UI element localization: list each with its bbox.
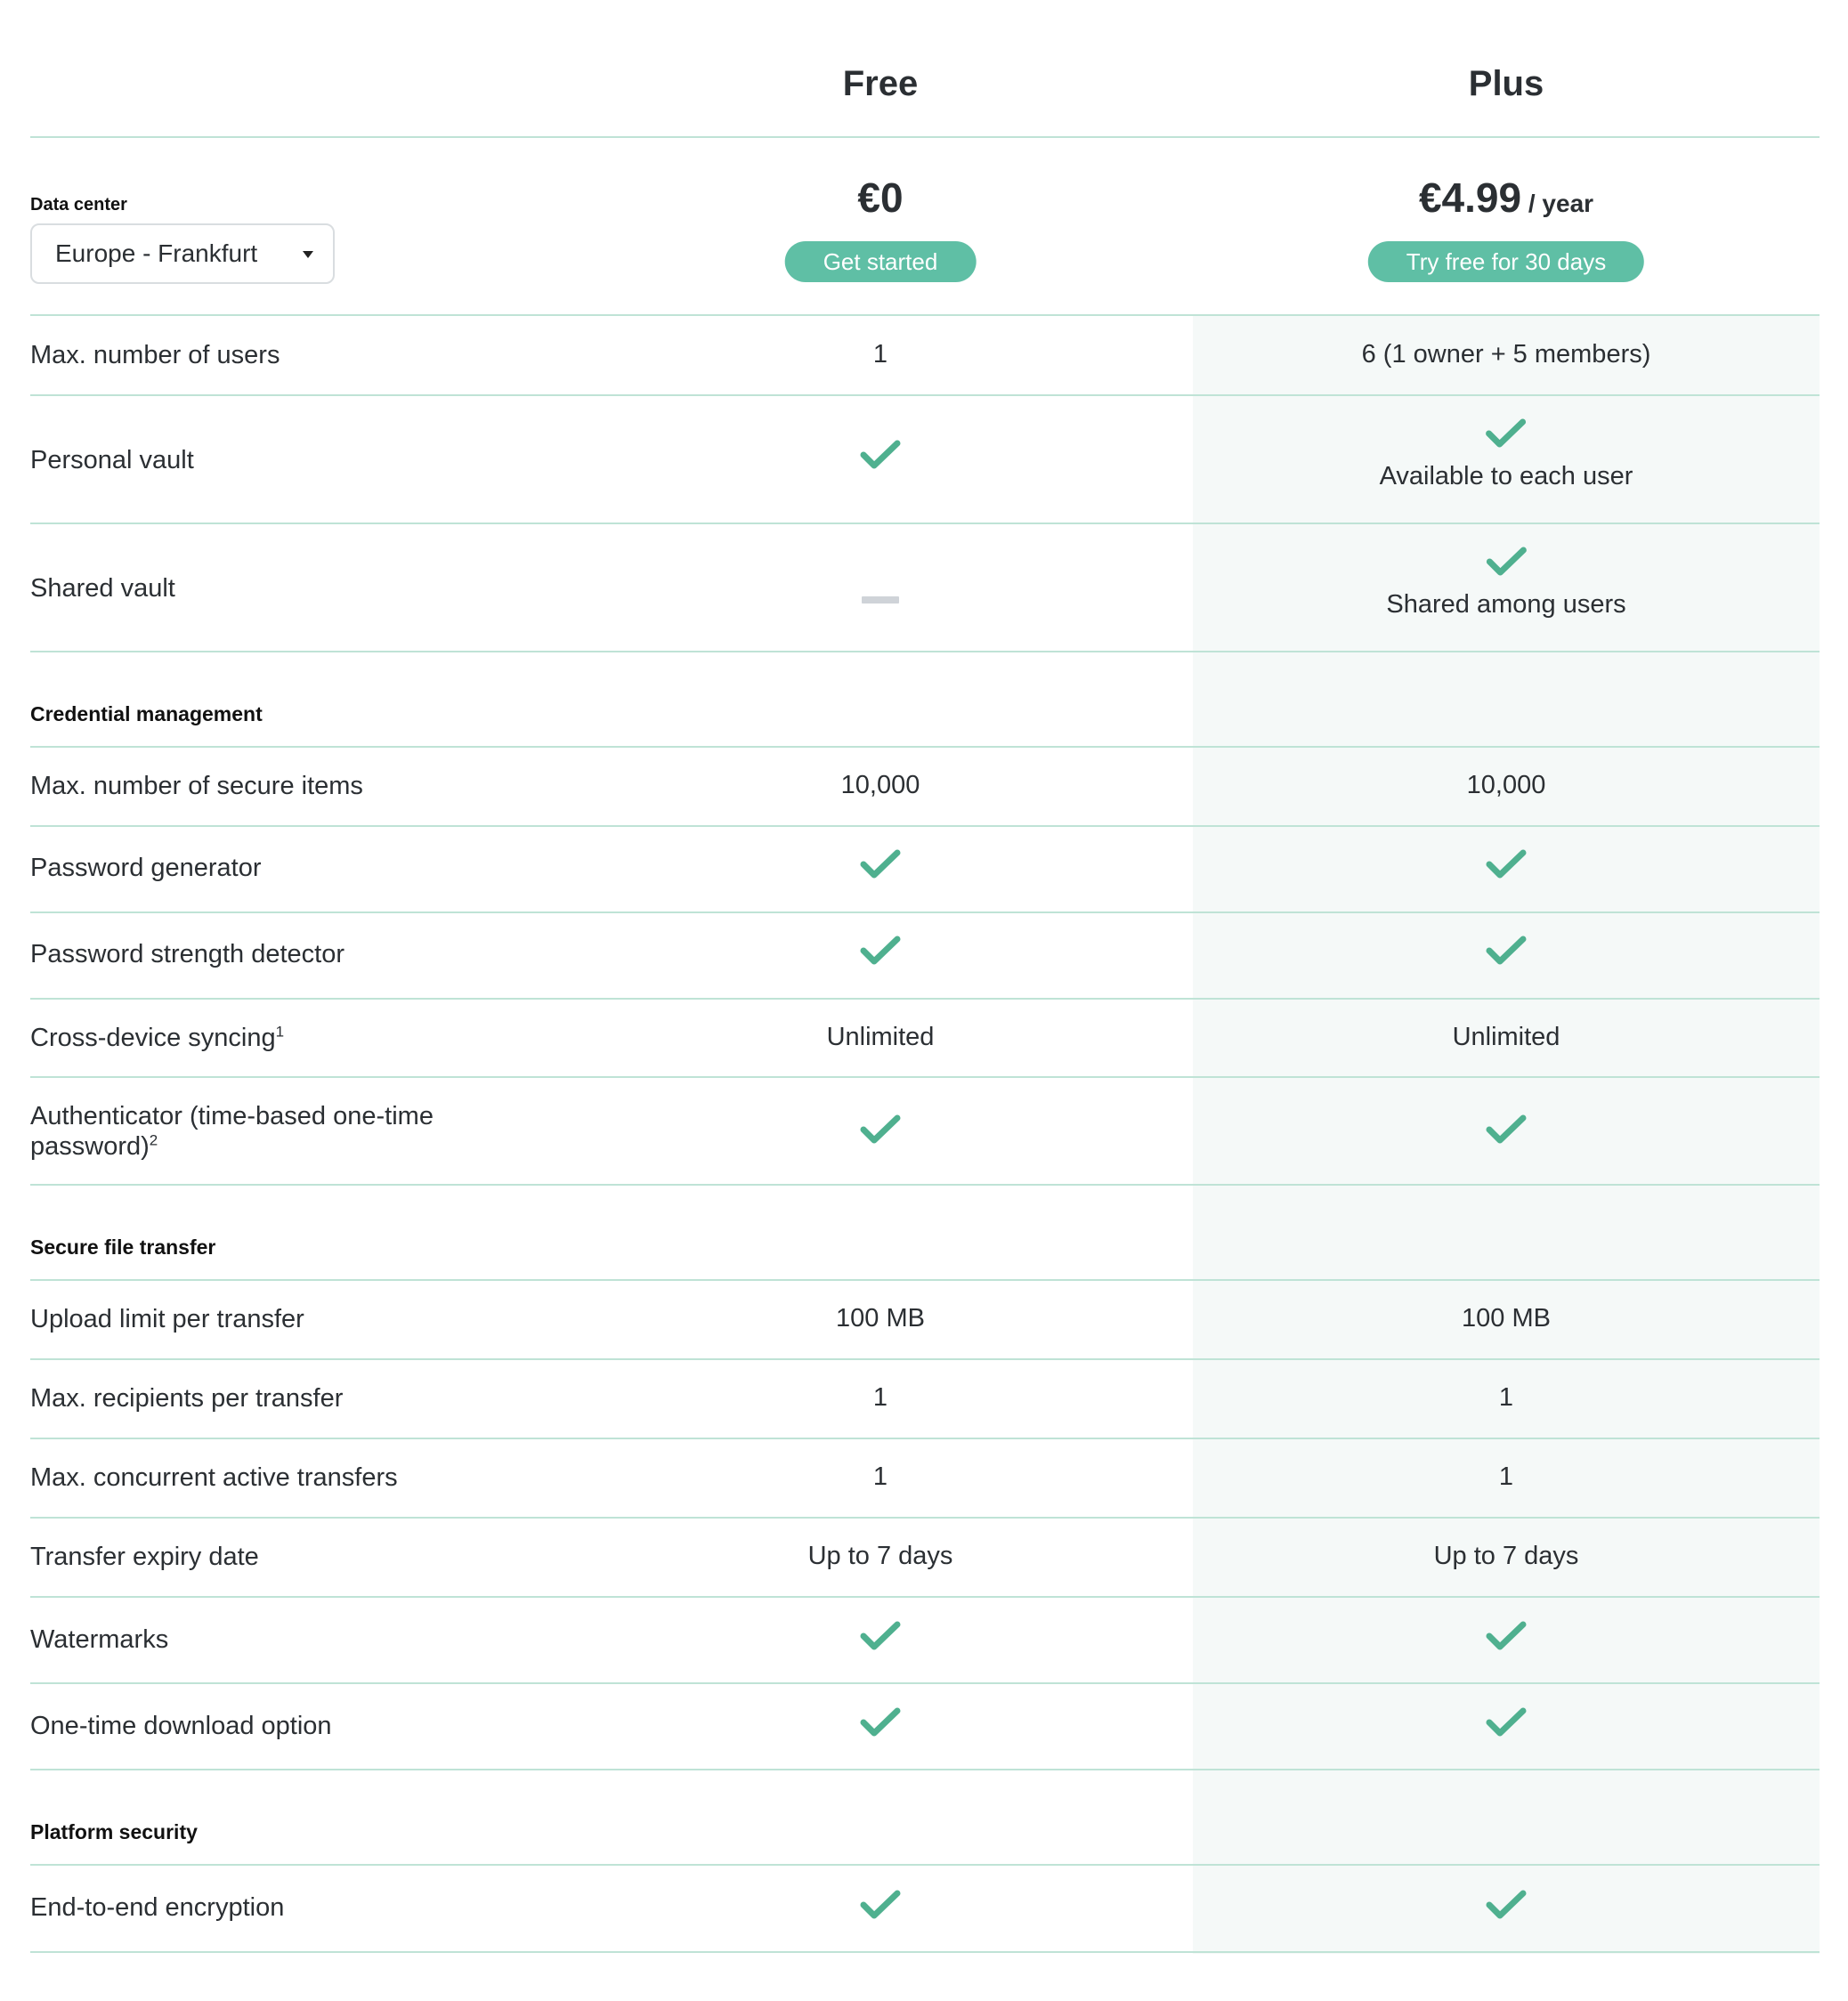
row-label: End-to-end encryption [30, 1893, 285, 1922]
table-row [30, 1281, 1820, 1360]
free-value [860, 848, 901, 887]
section-header-file-transfer [30, 1186, 1820, 1281]
row-label [30, 1101, 434, 1162]
plus-value: 1 [1498, 1462, 1514, 1491]
free-value: 1 [872, 1383, 888, 1412]
checkmark-icon [860, 1620, 901, 1652]
section-title: Secure file transfer [30, 1235, 216, 1259]
table-row [30, 1000, 1820, 1078]
table-row [30, 396, 1820, 524]
table-row [30, 1360, 1820, 1439]
row-label: Password generator [30, 854, 262, 882]
data-center-select[interactable] [30, 223, 335, 284]
dash-icon [862, 596, 899, 604]
free-value: 1 [872, 1462, 888, 1491]
row-label: Password strength detector [30, 940, 345, 968]
free-value [860, 1706, 901, 1746]
checkmark-icon [860, 1889, 901, 1921]
plus-value [1486, 1620, 1527, 1659]
section-header-platform-security [30, 1770, 1820, 1866]
checkmark-icon [860, 439, 901, 471]
checkmark-icon [1486, 1889, 1527, 1921]
checkmark-icon [1486, 546, 1527, 578]
row-label: Transfer expiry date [30, 1543, 259, 1571]
free-plan-title: Free [842, 64, 919, 103]
row-label: Shared vault [30, 574, 175, 603]
free-value: 1 [872, 340, 888, 369]
row-label: Max. number of secure items [30, 772, 363, 800]
checkmark-icon [1486, 848, 1527, 880]
table-row [30, 913, 1820, 1000]
table-row [30, 1598, 1820, 1684]
footnote-2: 2 [149, 1131, 158, 1149]
plus-value: Unlimited [1452, 1023, 1560, 1051]
checkmark-icon [860, 1706, 901, 1738]
row-label: Max. concurrent active transfers [30, 1463, 398, 1492]
get-started-button[interactable]: Get started [785, 241, 977, 282]
footnote-1: 1 [275, 1023, 285, 1041]
row-label-text: Cross-device syncing [30, 1024, 276, 1052]
free-value [860, 439, 901, 478]
plus-value [1386, 546, 1625, 620]
pricing-row [30, 138, 1820, 316]
checkmark-icon [860, 935, 901, 967]
plus-value: 1 [1498, 1383, 1514, 1412]
plan-comparison-table [30, 0, 1820, 1953]
plus-value: 100 MB [1462, 1304, 1551, 1333]
free-value [860, 1889, 901, 1928]
plus-note: Shared among users [1386, 590, 1626, 619]
plus-note: Available to each user [1379, 462, 1633, 490]
plus-price-period: / year [1521, 190, 1594, 217]
plus-value [1486, 1889, 1527, 1928]
plus-value [1486, 1114, 1527, 1153]
data-center-value: Europe - Frankfurt [55, 239, 258, 267]
free-price [857, 174, 903, 222]
table-row [30, 524, 1820, 652]
row-label-line2: password) [30, 1132, 150, 1161]
row-label: One-time download option [30, 1712, 332, 1740]
checkmark-icon [1486, 935, 1527, 967]
table-row [30, 1684, 1820, 1770]
plus-value [1486, 1706, 1527, 1746]
free-value: Unlimited [826, 1023, 935, 1051]
free-value: 100 MB [836, 1304, 925, 1333]
plus-value: 6 (1 owner + 5 members) [1361, 340, 1651, 369]
checkmark-icon [1486, 1706, 1527, 1738]
free-value: Up to 7 days [807, 1542, 953, 1570]
section-header-credential [30, 652, 1820, 748]
plus-price [1419, 174, 1593, 222]
plus-value [1380, 417, 1633, 491]
caret-down-icon [303, 251, 313, 258]
row-label: Watermarks [30, 1625, 169, 1654]
table-row [30, 316, 1820, 396]
free-value [860, 935, 901, 974]
plus-plan-title: Plus [1468, 64, 1544, 103]
free-value [862, 581, 899, 611]
plus-value: 10,000 [1466, 771, 1546, 799]
table-row [30, 1866, 1820, 1953]
checkmark-icon [1486, 1620, 1527, 1652]
row-label-line1: Authenticator (time-based one-time [30, 1102, 434, 1130]
plus-price-amount: €4.99 [1418, 174, 1522, 221]
table-row [30, 1439, 1820, 1519]
section-title: Credential management [30, 702, 263, 725]
row-label [30, 1023, 284, 1053]
section-title: Platform security [30, 1820, 198, 1843]
free-price-amount: €0 [857, 174, 904, 221]
free-value [860, 1620, 901, 1659]
free-value [860, 1114, 901, 1153]
table-row [30, 827, 1820, 913]
checkmark-icon [860, 1114, 901, 1146]
checkmark-icon [1486, 1114, 1527, 1146]
plus-value [1486, 848, 1527, 887]
try-free-button[interactable]: Try free for 30 days [1368, 241, 1644, 282]
checkmark-icon [1486, 417, 1527, 450]
row-label: Max. recipients per transfer [30, 1384, 344, 1413]
checkmark-icon [860, 848, 901, 880]
row-label: Upload limit per transfer [30, 1305, 304, 1333]
plan-header-row [30, 0, 1820, 138]
row-label: Personal vault [30, 446, 194, 474]
row-label: Max. number of users [30, 341, 280, 369]
plus-value [1486, 935, 1527, 974]
table-row [30, 1078, 1820, 1186]
table-row [30, 1519, 1820, 1598]
data-center-label: Data center [30, 195, 127, 215]
table-row [30, 748, 1820, 827]
free-value: 10,000 [840, 771, 920, 799]
plus-value: Up to 7 days [1433, 1542, 1579, 1570]
